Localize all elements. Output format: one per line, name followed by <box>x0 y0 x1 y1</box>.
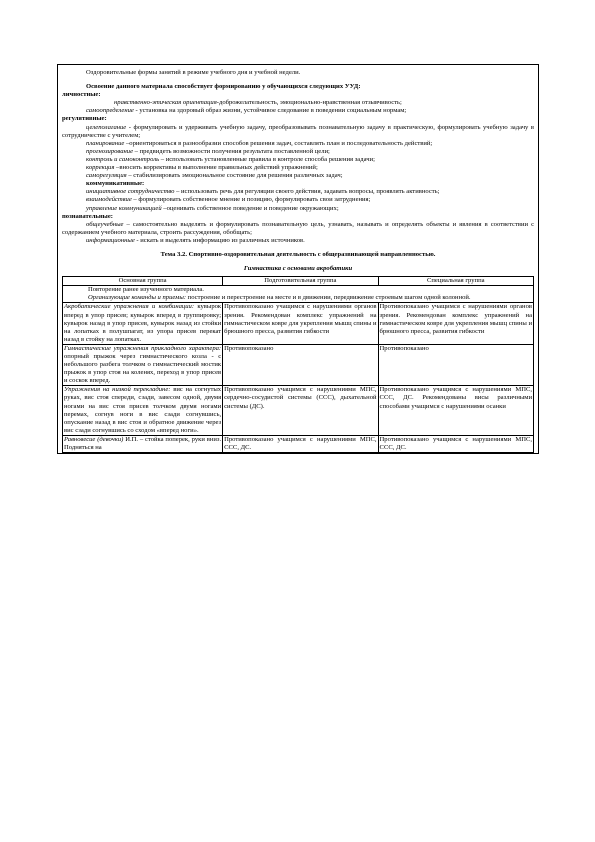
item-term: нравственно-этическая ориентация <box>114 99 217 107</box>
table-row <box>63 286 534 303</box>
table-cell: Противопоказано <box>378 344 533 385</box>
item-term: взаимодействие <box>86 196 132 204</box>
regulatory-item <box>62 124 534 140</box>
regulatory-item <box>62 164 534 172</box>
personal-item <box>62 107 534 115</box>
topic-heading: Тема 3.2. Спортивно-оздоровительная деятельность с общеразвивающей направленностью. <box>160 250 436 258</box>
regulatory-item <box>62 172 534 180</box>
table-title: Гимнастика с основами акробатики <box>243 265 353 273</box>
cognitive-item <box>62 221 534 237</box>
item-term: самоопределение <box>86 107 134 115</box>
table-row <box>63 435 534 452</box>
item-text: И.П. – стойка поперек, руки вниз. Подняться на <box>64 435 222 452</box>
document-page <box>57 64 539 454</box>
regulatory-heading: регулятивные: <box>62 115 107 123</box>
item-term: Организующие команды и приемы: <box>88 294 187 302</box>
table-cell: Противопоказано <box>223 344 378 385</box>
table-cell <box>63 286 534 303</box>
commands-line <box>64 294 532 302</box>
table-header-row <box>63 277 534 286</box>
table-cell: Противопоказано учащимся с нарушениями органов зрения. Рекомендован комплекс упражнений на гимнастическом ковре для укрепления мышц спины и брюшного пресса, развития гибкости <box>223 303 378 344</box>
item-term: Гимнастические упражнения прикладного характера: <box>64 344 222 352</box>
item-term: Равновесие (девочки) <box>64 435 124 443</box>
cognitive-item <box>62 237 534 245</box>
item-term: инициативное сотрудничество <box>86 188 175 196</box>
communicative-item <box>62 188 534 196</box>
item-term: планирование <box>86 139 125 147</box>
item-term: управление коммуникацией <box>86 204 162 212</box>
item-term: общеучебные <box>86 220 124 228</box>
item-term: информационные <box>86 236 135 244</box>
item-term: Упражнения на низкой перекладине: <box>64 386 171 394</box>
item-text: вис на согнутых руках, вис стоя спереди, сзади, завесом одной, двумя ногами на вис стоя присев толчком двумя ногами перемах, согнув ноги в вис сзади согнувшись, опускание назад в вис стоя и обратное движение через вис сзади согнувшись со сходом «вперед ноги». <box>64 386 222 434</box>
table-row <box>63 344 534 385</box>
column-header: Основная группа <box>63 277 223 286</box>
item-text: - формулировать и удерживать учебную задачу, преобразовывать познавательную задачу в практическую, формулировать учебную задачу в сотрудничестве с учителем; <box>62 123 534 139</box>
column-header: Специальная группа <box>378 277 533 286</box>
item-term: прогнозирование <box>86 147 134 155</box>
item-term: Акробатические упражнения и комбинации: <box>64 303 195 311</box>
personal-heading: личностные: <box>62 91 101 99</box>
regulatory-item <box>62 148 534 156</box>
column-header: Подготовительная группа <box>223 277 378 286</box>
item-text: – самостоятельно выделять и формулировать познавательную цель, узнавать, называть и определять объекты и явления в соответствии с содержанием учебного материала, строить рассуждения, обобщать; <box>62 220 534 236</box>
item-text: – предвидеть возможности получения результата поставленной цели; <box>133 147 330 155</box>
personal-item <box>62 99 534 107</box>
table-cell: Противопоказано учащимся с нарушениями МПС, ССС, ДС. <box>224 435 377 452</box>
item-text: – использовать речь для регуляции своего действия, задавать вопросы, проявлять активность; <box>174 188 440 196</box>
document-frame <box>57 64 539 454</box>
table-cell <box>63 344 223 385</box>
item-term: коррекция <box>86 164 115 172</box>
item-text: – стабилизировать эмоциональное состояние для решения различных задач; <box>126 172 343 180</box>
item-text: – использовать установленные правила в контроле способа решения задачи; <box>159 155 375 163</box>
table-cell: Противопоказано учащимся с нарушениями МПС, сердечно-сосудистой системы (ССС), дыхательной системы (ДС). <box>223 386 378 436</box>
gymnastics-table <box>62 276 534 453</box>
table-cell: Противопоказано учащимся с нарушениями МПС, ССС, ДС. Рекомендованы висы различными способами учащимся с нарушениями осанки <box>378 386 533 436</box>
table-cell: Противопоказано учащимся с нарушениями МПС, ССС, ДС. <box>379 435 532 452</box>
item-text: –вносить коррективы в выполнение правильных действий упражнений; <box>114 164 318 172</box>
repeat-line: Повторение ранее изученного материала. <box>88 286 204 294</box>
item-text: кувырок вперед в упор присев; кувырок вперед в группировку; кувырок назад в упор присев, кувырок назад из стойки на лопатках в полушпагат, из упора присев перекат назад в стойку на лопатках. <box>64 303 222 343</box>
communicative-heading: коммуникативные: <box>86 180 145 188</box>
communicative-item <box>62 196 534 204</box>
table-cell <box>63 435 223 452</box>
communicative-item <box>62 205 534 213</box>
cognitive-heading: познавательные: <box>62 212 113 220</box>
item-text: -доброжелательность, эмоционально-нравственная отзывчивость; <box>216 99 402 107</box>
item-text: опорный прыжок через гимнастического козла - с небольшого разбега толчком о гимнастический мостик прыжок в упор стоя на коленях, переход в упор присев и соскок вперед. <box>64 353 222 385</box>
item-text: - искать и выделять информацию из различных источников. <box>134 236 305 244</box>
intro-line: Оздоровительные формы занятий в режиме учебного дня и учебной недели. <box>86 69 301 76</box>
uud-heading: Освоение данного материала способствует формированию у обучающихся следующих УУД: <box>86 83 361 91</box>
item-term: саморегуляция <box>86 172 127 180</box>
table-cell: Противопоказано учащимся с нарушениями органов зрения. Рекомендован комплекс упражнений на гимнастическом ковре для укрепления мышц спины и брюшного пресса, развития гибкости <box>378 303 533 344</box>
regulatory-item <box>62 156 534 164</box>
table-cell <box>63 386 223 436</box>
item-text: - установка на здоровый образ жизни, устойчивое следование в поведении социальным нормам; <box>133 107 407 115</box>
item-term: контроль и самоконтроль <box>86 155 160 163</box>
regulatory-item <box>62 140 534 148</box>
item-text: – формулировать собственное мнение и позицию, формулировать свои затруднения; <box>131 196 371 204</box>
table-cell <box>63 303 223 344</box>
table-row <box>63 386 534 436</box>
item-text: построение и перестроение на месте и в движении, передвижение строевым шагом одной колонной. <box>186 294 471 302</box>
table-row <box>63 303 534 344</box>
item-text: –оценивать собственное поведение и поведение окружающих; <box>161 204 339 212</box>
item-text: –ориентироваться в разнообразии способов решения задач, составлять план и последовательность действий; <box>124 139 433 147</box>
item-term: целеполагание <box>86 123 127 131</box>
